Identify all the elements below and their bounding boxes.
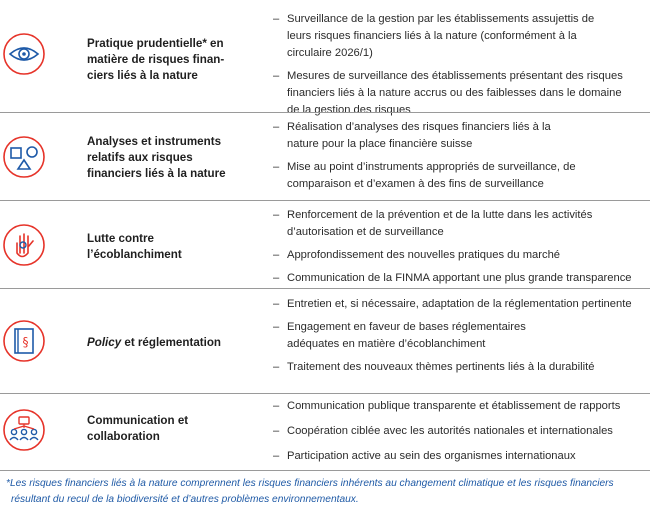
- list-item: – Surveillance de la gestion par les établissements assujettis de leurs risques financiers liés à la nature (conformément à la circulaire 2026/1): [273, 11, 617, 62]
- eye-icon: [2, 32, 46, 76]
- footnote-line: *Les risques financiers liés à la nature comprennent les risques financiers inhérents au changement climatique et les risques financiers: [6, 478, 614, 489]
- title-line: collaboration: [87, 430, 160, 443]
- title-line: ciers liés à la nature: [87, 69, 198, 82]
- list-item: – Renforcement de la prévention et de la lutte dans les activités d’autorisation et de surveillance: [273, 207, 617, 241]
- list-item: – Mesures de surveillance des établissements présentant des risques financiers liés à la nature accrus ou des faiblesses dans le domaine de la gestion des risques: [273, 68, 632, 119]
- list-item: – Coopération ciblée avec les autorités nationales et internationales: [273, 423, 645, 440]
- row-title: [87, 36, 247, 84]
- bullet-list: [273, 398, 645, 465]
- bullet-list: [273, 296, 645, 376]
- title-line: Lutte contre: [87, 232, 154, 245]
- row-title: [87, 335, 247, 351]
- table-row-analyses: [0, 112, 650, 201]
- title-line: matière de risques finan-: [87, 53, 225, 66]
- footnote-line: résultant du recul de la biodiversité et d’autres problèmes environnementaux.: [11, 494, 359, 505]
- list-item: – Mise au point d’instruments appropriés de surveillance, de comparaison et d’examen à des fins de surveillance: [273, 159, 587, 193]
- title-line: Analyses et instruments: [87, 135, 222, 148]
- row-title: [87, 413, 247, 445]
- list-item: – Engagement en faveur de bases réglementaires adéquates en matière d’écoblanchiment: [273, 319, 547, 353]
- bullet-list: [273, 119, 645, 193]
- list-item: – Réalisation d’analyses des risques financiers liés à la nature pour la place financière suisse: [273, 119, 572, 153]
- list-item: – Approfondissement des nouvelles pratiques du marché: [273, 247, 645, 264]
- row-title: [87, 134, 247, 182]
- table-row-greenwashing: [0, 200, 650, 289]
- people-network-icon: [2, 408, 46, 452]
- svg-text:§: §: [22, 335, 29, 349]
- list-item: – Entretien et, si nécessaire, adaptation de la réglementation pertinente: [273, 296, 645, 313]
- title-line: Pratique prudentielle* en: [87, 37, 224, 50]
- bullet-list: [273, 11, 645, 119]
- law-book-icon: [2, 319, 46, 363]
- title-italic: Policy: [87, 336, 122, 349]
- list-item: – Participation active au sein des organismes internationaux: [273, 448, 645, 465]
- stop-hand-icon: [2, 223, 46, 267]
- title-line: financiers liés à la nature: [87, 167, 226, 180]
- list-item: – Communication de la FINMA apportant une plus grande transparence: [273, 270, 645, 287]
- list-item: – Traitement des nouveaux thèmes pertinents liés à la durabilité: [273, 359, 645, 376]
- title-rest: et réglementation: [121, 336, 222, 349]
- table-row-communication: [0, 393, 650, 471]
- table-row-prudential: [0, 0, 650, 116]
- title-line: Communication et: [87, 414, 189, 427]
- title-line: relatifs aux risques: [87, 151, 193, 164]
- bullet-list: [273, 207, 645, 287]
- footnote: [6, 476, 646, 508]
- title-line: l’écoblanchiment: [87, 248, 182, 261]
- row-title: [87, 231, 247, 263]
- table-row-policy: [0, 288, 650, 394]
- shapes-icon: [2, 135, 46, 179]
- list-item: – Communication publique transparente et établissement de rapports: [273, 398, 645, 415]
